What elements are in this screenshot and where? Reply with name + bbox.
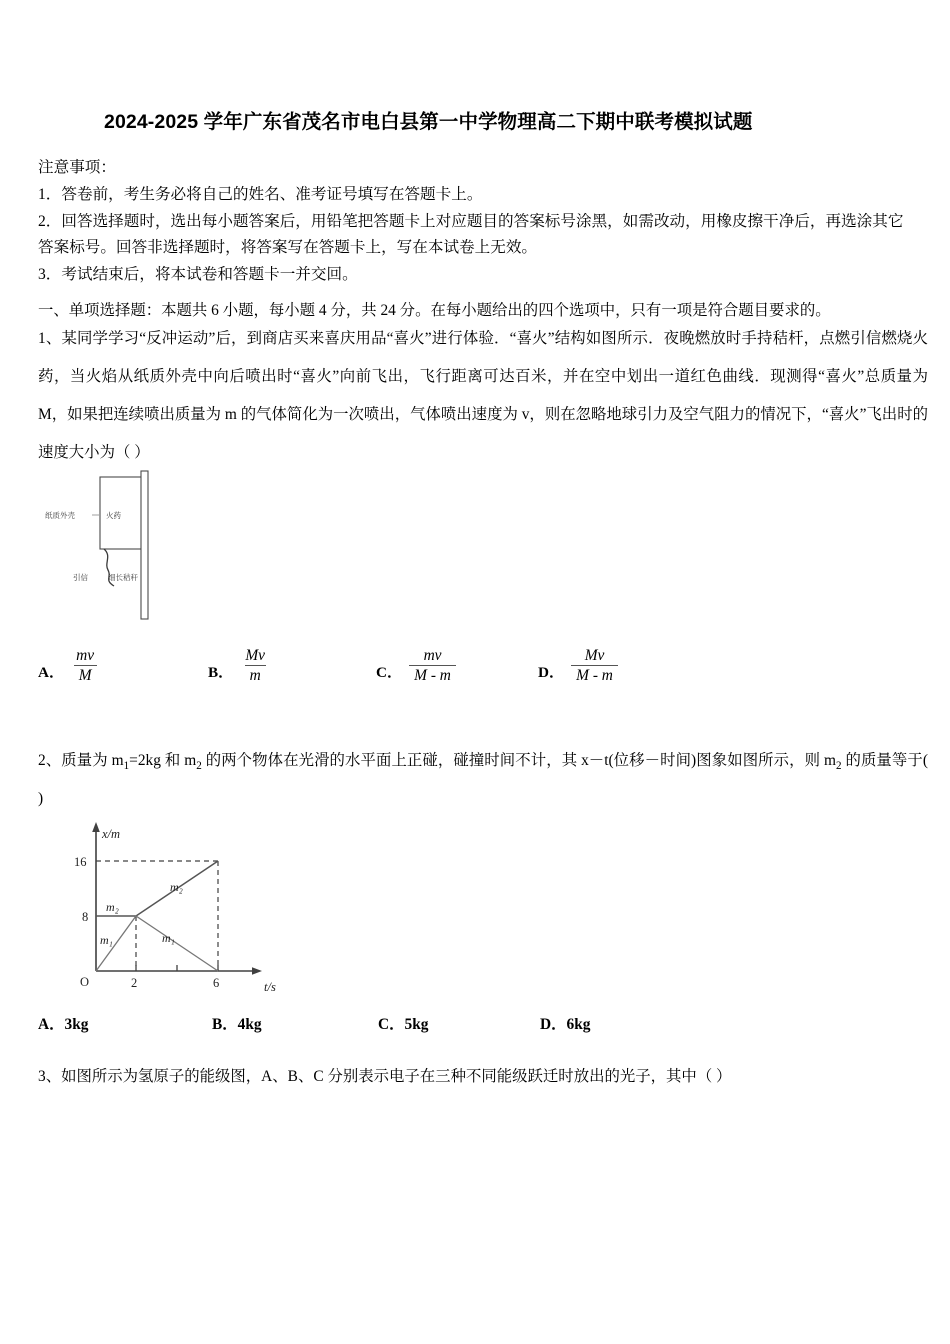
question-2-body-part3: 的两个物体在光滑的水平面上正碰，碰撞时间不计，其 x－t(位移－时间)图象如图所示，则 m	[201, 752, 836, 769]
origin-label: O	[80, 975, 90, 989]
option-D-numerator: Mv	[584, 647, 605, 664]
option-B-label: B．	[208, 663, 234, 681]
figure-xihuo-device	[42, 468, 247, 628]
option-C[interactable]	[376, 646, 456, 686]
question-3-number: 3、	[38, 1068, 62, 1085]
question-1-options	[38, 646, 738, 706]
option-C-label: C．	[376, 663, 403, 681]
option-B-fraction	[240, 646, 270, 686]
y-axis-arrowhead	[92, 822, 100, 832]
question-3-body: 如图所示为氢原子的能级图，A、B、C 分别表示电子在三种不同能级跃迁时放出的光子，其中（ ）	[61, 1068, 732, 1085]
y-axis-label: x/m	[102, 827, 121, 841]
note-item-3: 3．考试结束后，将本试卷和答题卡一并交回。	[38, 266, 358, 284]
option-D-label: D．	[538, 663, 565, 681]
x-axis-label: t/s	[264, 980, 276, 994]
annotation-m2-right: m₂	[170, 880, 183, 894]
note-item-1: 1．答卷前，考生务必将自己的姓名、准考证号填写在答题卡上。	[38, 185, 483, 203]
notes-block	[38, 155, 918, 289]
question-2-text	[38, 742, 928, 818]
option-C-fraction	[409, 646, 456, 686]
question-3-text	[38, 1062, 928, 1091]
option-C-numerator: mv	[423, 647, 442, 664]
q2-option-A[interactable]: A．3kg	[38, 1016, 89, 1033]
series-m1-line	[96, 916, 218, 971]
option-B-denominator: m	[245, 665, 266, 685]
option-A-fraction	[71, 646, 99, 686]
question-2-body-part2: =2kg 和 m	[129, 752, 197, 769]
option-D-fraction	[571, 646, 618, 686]
label-gunpowder: 火药	[106, 511, 121, 520]
q2-option-B[interactable]: B．4kg	[212, 1016, 262, 1033]
label-fuse: 引信	[73, 573, 88, 582]
annotation-m1-left: m₁	[100, 933, 113, 947]
y-tick-label-16: 16	[74, 855, 87, 869]
label-straw: 细长秸秆	[108, 573, 138, 582]
option-C-denominator: M - m	[409, 665, 456, 685]
question-1-text	[38, 320, 928, 472]
notes-heading: 注意事项：	[38, 159, 116, 176]
option-A-denominator: M	[74, 665, 97, 685]
question-1-number: 1、	[38, 330, 62, 347]
option-B-numerator: Mv	[245, 647, 265, 664]
annotation-m2-left: m₂	[106, 900, 119, 914]
question-2-body-part1: 质量为 m	[61, 752, 124, 769]
option-D[interactable]	[538, 646, 618, 686]
q2-option-C[interactable]: C．5kg	[378, 1016, 429, 1033]
y-tick-label-8: 8	[82, 910, 89, 924]
x-tick-label-6: 6	[213, 976, 220, 990]
page-title: 2024-2025 学年广东省茂名市电白县第一中学物理高二下期中联考模拟试题	[104, 111, 753, 133]
straw-rod-rect	[141, 471, 148, 619]
label-paper-shell: 纸质外壳	[45, 511, 75, 520]
option-A-label: A．	[38, 663, 65, 681]
option-B[interactable]	[208, 646, 270, 686]
x-axis-arrowhead	[252, 967, 262, 975]
question-2-body-part4: 的质量等于( )	[38, 752, 928, 808]
option-A-numerator: mv	[76, 647, 95, 664]
question-2-sub1: 1	[123, 760, 130, 773]
question-2-sub3: 2	[836, 760, 842, 773]
figure-xt-graph	[58, 816, 303, 1001]
annotation-m1-right: m₁	[162, 931, 175, 945]
question-2-sub2: 2	[196, 760, 202, 773]
section-heading: 一、单项选择题：本题共 6 小题，每小题 4 分，共 24 分。在每小题给出的四个选项中，只有一项是符合题目要求的。	[38, 302, 831, 319]
q2-option-D[interactable]: D．6kg	[540, 1016, 591, 1033]
question-2-number: 2、	[38, 752, 62, 769]
note-item-2: 2．回答选择题时，选出每小题答案后，用铅笔把答题卡上对应题目的答案标号涂黑，如需改动，用橡皮擦干净后，再选涂其它答案标号。回答非选择题时，将答案写在答题卡上，写在本试卷上无效。	[38, 212, 904, 257]
option-D-denominator: M - m	[571, 665, 618, 685]
x-tick-label-2: 2	[131, 976, 138, 990]
question-1-body: 某同学学习“反冲运动”后，到商店买来喜庆用品“喜火”进行体验．“喜火”结构如图所示．夜晚燃放时手持秸杆，点燃引信燃烧火药，当火焰从纸质外壳中向后喷出时“喜火”向前飞出，飞行距离可达百米，并在空中划出一道红色曲线．现测得“喜火”总质量为 M，如果把连续喷出质量为 m 的气体简化为一次喷出，气体喷出速度为 v，则在忽略地球引力及空气阻力的情况下，“喜火”飞出时的速度大小为（ ）	[38, 330, 928, 461]
option-A[interactable]	[38, 646, 99, 686]
